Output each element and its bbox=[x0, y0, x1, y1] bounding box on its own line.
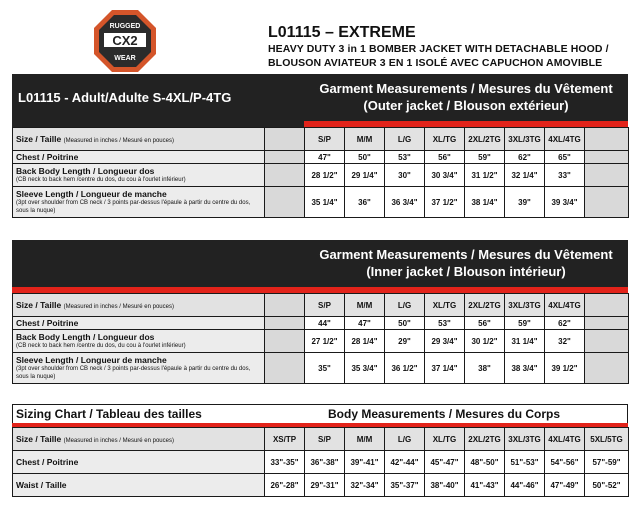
inner-sleeve-row bbox=[13, 353, 629, 384]
table-cell: 42"-44" bbox=[385, 451, 425, 474]
size-label: Size / Taille bbox=[16, 434, 62, 444]
sleeve-desc: (3pt over shoulder from CB neck / 3 points par-dessus l'épaule à partir du centre du dos, sous la nuque) bbox=[16, 366, 251, 380]
table-cell: 32" bbox=[545, 330, 585, 353]
table-cell: 27 1/2" bbox=[305, 330, 345, 353]
table-cell: 35 3/4" bbox=[345, 353, 385, 384]
inner-header bbox=[12, 240, 628, 287]
table-cell: 50" bbox=[385, 317, 425, 330]
product-title-fr: BLOUSON AVIATEUR 3 EN 1 ISOLÉ AVEC CAPUCHON AMOVIBLE bbox=[268, 57, 603, 69]
sizing-waist-row bbox=[13, 474, 629, 497]
table-cell: 38"-40" bbox=[425, 474, 465, 497]
size-header: XL/TG bbox=[425, 428, 465, 451]
sizing-size-row bbox=[13, 428, 629, 451]
back-desc: (CB neck to back hem /centre du dos, du cou à l'ourlet inférieur) bbox=[16, 343, 186, 349]
table-cell: 36 1/2" bbox=[385, 353, 425, 384]
outer-jacket-section bbox=[12, 74, 628, 218]
table-cell: 56" bbox=[465, 317, 505, 330]
table-cell: 37 1/4" bbox=[425, 353, 465, 384]
outer-title-2: (Outer jacket / Blouson extérieur) bbox=[363, 98, 569, 113]
outer-left-title: L01115 - Adult/Adulte S-4XL/P-4TG bbox=[18, 90, 232, 105]
size-header: S/P bbox=[305, 428, 345, 451]
table-cell: 32"-34" bbox=[345, 474, 385, 497]
table-cell: 38 3/4" bbox=[505, 353, 545, 384]
table-cell: 47"-49" bbox=[545, 474, 585, 497]
table-cell: 56" bbox=[425, 151, 465, 164]
size-header: M/M bbox=[345, 294, 385, 317]
table-cell: 28 1/4" bbox=[345, 330, 385, 353]
size-header: 2XL/2TG bbox=[465, 128, 505, 151]
back-desc: (CB neck to back hem /centre du dos, du cou à l'ourlet inférieur) bbox=[16, 177, 186, 183]
table-cell: 28 1/2" bbox=[305, 164, 345, 187]
table-cell: 29"-31" bbox=[305, 474, 345, 497]
inner-title-1: Garment Measurements / Mesures du Vêtement bbox=[319, 247, 613, 262]
table-cell: 50"-52" bbox=[585, 474, 629, 497]
table-cell: 53" bbox=[385, 151, 425, 164]
table-cell: 39" bbox=[505, 187, 545, 218]
logo-top-text: RUGGED bbox=[109, 23, 141, 30]
table-cell: 29" bbox=[385, 330, 425, 353]
inner-jacket-section bbox=[12, 240, 628, 384]
size-header: L/G bbox=[385, 128, 425, 151]
table-cell: 62" bbox=[545, 317, 585, 330]
table-cell: 44" bbox=[305, 317, 345, 330]
table-cell: 30" bbox=[385, 164, 425, 187]
outer-size-row bbox=[13, 128, 629, 151]
table-cell: 31 1/2" bbox=[465, 164, 505, 187]
table-cell: 38" bbox=[465, 353, 505, 384]
size-header: 4XL/4TG bbox=[545, 128, 585, 151]
table-cell: 62" bbox=[505, 151, 545, 164]
table-cell: 44"-46" bbox=[505, 474, 545, 497]
sizing-chart-section bbox=[12, 404, 628, 497]
table-cell: 59" bbox=[465, 151, 505, 164]
sleeve-label: Sleeve Length / Longueur de manche bbox=[16, 189, 167, 199]
inner-measurements-table bbox=[12, 293, 629, 384]
size-label: Size / Taille bbox=[16, 300, 62, 310]
table-cell: 36" bbox=[345, 187, 385, 218]
table-cell: 35 1/4" bbox=[305, 187, 345, 218]
table-cell: 36"-38" bbox=[305, 451, 345, 474]
table-cell: 59" bbox=[505, 317, 545, 330]
inner-size-row bbox=[13, 294, 629, 317]
sleeve-label: Sleeve Length / Longueur de manche bbox=[16, 355, 167, 365]
table-cell: 57"-59" bbox=[585, 451, 629, 474]
table-cell: 36 3/4" bbox=[385, 187, 425, 218]
size-sublabel: (Measured in inches / Mesuré en pouces) bbox=[63, 138, 174, 144]
size-header: S/P bbox=[305, 128, 345, 151]
table-cell: 33" bbox=[545, 164, 585, 187]
outer-accent-bar bbox=[12, 121, 628, 127]
logo-mid-text: CX2 bbox=[112, 33, 138, 48]
sizing-header bbox=[12, 404, 628, 423]
table-cell: 29 3/4" bbox=[425, 330, 465, 353]
table-cell: 35" bbox=[305, 353, 345, 384]
size-header: XL/TG bbox=[425, 128, 465, 151]
outer-title-1: Garment Measurements / Mesures du Vêtement bbox=[319, 81, 613, 96]
size-header: XL/TG bbox=[425, 294, 465, 317]
size-header: M/M bbox=[345, 428, 385, 451]
outer-sleeve-row bbox=[13, 187, 629, 218]
inner-back-row bbox=[13, 330, 629, 353]
chest-label: Chest / Poitrine bbox=[13, 451, 265, 474]
size-header: L/G bbox=[385, 294, 425, 317]
size-header: 2XL/2TG bbox=[465, 428, 505, 451]
product-code: L01115 – EXTREME bbox=[268, 24, 416, 41]
table-cell: 38 1/4" bbox=[465, 187, 505, 218]
size-sublabel: (Measured in inches / Mesuré en pouces) bbox=[63, 304, 174, 310]
table-cell: 48"-50" bbox=[465, 451, 505, 474]
chest-label: Chest / Poitrine bbox=[13, 317, 265, 330]
table-cell: 50" bbox=[345, 151, 385, 164]
inner-chest-row bbox=[13, 317, 629, 330]
outer-measurements-table bbox=[12, 127, 629, 218]
size-header: L/G bbox=[385, 428, 425, 451]
table-cell: 53" bbox=[425, 317, 465, 330]
outer-back-row bbox=[13, 164, 629, 187]
size-header: 2XL/2TG bbox=[465, 294, 505, 317]
table-cell: 45"-47" bbox=[425, 451, 465, 474]
table-cell: 39"-41" bbox=[345, 451, 385, 474]
size-sublabel: (Measured in inches / Mesuré en pouces) bbox=[63, 438, 174, 444]
sizing-right-title: Body Measurements / Mesures du Corps bbox=[328, 407, 561, 421]
table-cell: 54"-56" bbox=[545, 451, 585, 474]
table-cell: 29 1/4" bbox=[345, 164, 385, 187]
sleeve-desc: (3pt over shoulder from CB neck / 3 points par-dessus l'épaule à partir du centre du dos, sous la nuque) bbox=[16, 200, 251, 214]
outer-header bbox=[12, 74, 628, 121]
table-cell: 30 1/2" bbox=[465, 330, 505, 353]
size-header: 4XL/4TG bbox=[545, 428, 585, 451]
size-header: M/M bbox=[345, 128, 385, 151]
size-header: 4XL/4TG bbox=[545, 294, 585, 317]
table-cell: 30 3/4" bbox=[425, 164, 465, 187]
table-cell: 33"-35" bbox=[265, 451, 305, 474]
table-cell: 47" bbox=[345, 317, 385, 330]
inner-title-2: (Inner jacket / Blouson intérieur) bbox=[366, 264, 566, 279]
table-cell: 39 3/4" bbox=[545, 187, 585, 218]
table-cell: 41"-43" bbox=[465, 474, 505, 497]
product-title-en: HEAVY DUTY 3 in 1 BOMBER JACKET WITH DETACHABLE HOOD / bbox=[268, 43, 609, 55]
table-cell: 47" bbox=[305, 151, 345, 164]
sizing-left-title: Sizing Chart / Tableau des tailles bbox=[16, 407, 202, 421]
size-header: XS/TP bbox=[265, 428, 305, 451]
chest-label: Chest / Poitrine bbox=[13, 151, 265, 164]
outer-chest-row bbox=[13, 151, 629, 164]
sizing-table bbox=[12, 427, 629, 497]
table-cell: 37 1/2" bbox=[425, 187, 465, 218]
table-cell: 39 1/2" bbox=[545, 353, 585, 384]
size-header: 3XL/3TG bbox=[505, 294, 545, 317]
table-cell: 35"-37" bbox=[385, 474, 425, 497]
size-label: Size / Taille bbox=[16, 134, 62, 144]
back-label: Back Body Length / Longueur dos bbox=[16, 332, 155, 342]
back-label: Back Body Length / Longueur dos bbox=[16, 166, 155, 176]
size-header: 3XL/3TG bbox=[505, 428, 545, 451]
size-header: S/P bbox=[305, 294, 345, 317]
sizing-chest-row bbox=[13, 451, 629, 474]
logo-bottom-text: WEAR bbox=[114, 55, 136, 62]
table-cell: 32 1/4" bbox=[505, 164, 545, 187]
table-cell: 65" bbox=[545, 151, 585, 164]
table-cell: 51"-53" bbox=[505, 451, 545, 474]
size-header: 5XL/5TG bbox=[585, 428, 629, 451]
table-cell: 26"-28" bbox=[265, 474, 305, 497]
waist-label: Waist / Taille bbox=[13, 474, 265, 497]
table-cell: 31 1/4" bbox=[505, 330, 545, 353]
size-header: 3XL/3TG bbox=[505, 128, 545, 151]
brand-logo bbox=[92, 8, 158, 74]
